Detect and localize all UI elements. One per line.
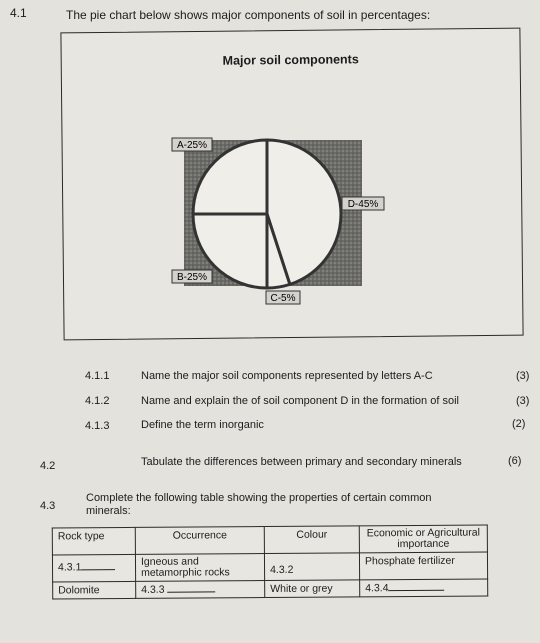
table-cell: Dolomite	[53, 582, 136, 600]
slice-label-c: C-5%	[270, 293, 296, 304]
subquestion-text: Name the major soil components represented by letters A-C	[141, 370, 433, 382]
subquestion-text: Name and explain the of soil component D in the formation of soil	[141, 395, 459, 407]
table-cell	[264, 553, 359, 581]
question-text: Tabulate the differences between primary and secondary minerals	[141, 456, 462, 468]
answer-label: 4.3.1	[57, 561, 82, 574]
table-cell	[136, 581, 265, 599]
table-header: Occurrence	[135, 527, 264, 555]
question-text-line1: Complete the following table showing the properties of certain common	[86, 492, 432, 504]
question-text: The pie chart below shows major components of soil in percentages:	[66, 8, 431, 22]
slice-label-b: B-25%	[176, 272, 208, 283]
chart-title: Major soil components	[222, 52, 359, 68]
answer-label: 4.3.3	[141, 583, 165, 596]
table-row	[52, 552, 487, 582]
question-number: 4.2	[40, 460, 56, 472]
subquestion-number: 4.1.2	[85, 395, 110, 407]
table-cell	[52, 554, 135, 582]
table-cell: Phosphate fertilizer	[359, 552, 487, 580]
slice-label-a: A-25%	[176, 140, 208, 151]
answer-blank[interactable]	[389, 582, 445, 591]
slice-label-d: D-45%	[347, 199, 379, 210]
marks: (3)	[516, 395, 530, 407]
marks: (3)	[516, 370, 530, 382]
subquestion-number: 4.1.3	[85, 420, 110, 432]
answer-blank[interactable]	[81, 561, 115, 570]
pie-chart	[170, 134, 390, 314]
answer-blank[interactable]	[167, 583, 215, 592]
minerals-table	[52, 524, 488, 599]
table-row	[53, 579, 488, 599]
table-header: Colour	[264, 526, 359, 554]
marks: (6)	[508, 455, 522, 467]
answer-label: 4.3.2	[270, 563, 294, 577]
question-text-line2: minerals:	[86, 505, 131, 517]
table-cell	[360, 579, 488, 597]
table-cell: Igneous and metamorphic rocks	[135, 554, 264, 582]
answer-label: 4.3.4	[365, 582, 389, 595]
subquestion-text: Define the term inorganic	[141, 419, 264, 431]
table-header-row	[52, 525, 487, 555]
question-number: 4.3	[40, 500, 56, 512]
subquestion-number: 4.1.1	[85, 370, 110, 382]
table-cell: White or grey	[265, 580, 360, 598]
marks: (2)	[512, 418, 526, 430]
table-header: Economic or Agricultural importance	[359, 525, 487, 553]
table-header: Rock type	[52, 527, 135, 555]
question-number: 4.1	[10, 6, 27, 20]
